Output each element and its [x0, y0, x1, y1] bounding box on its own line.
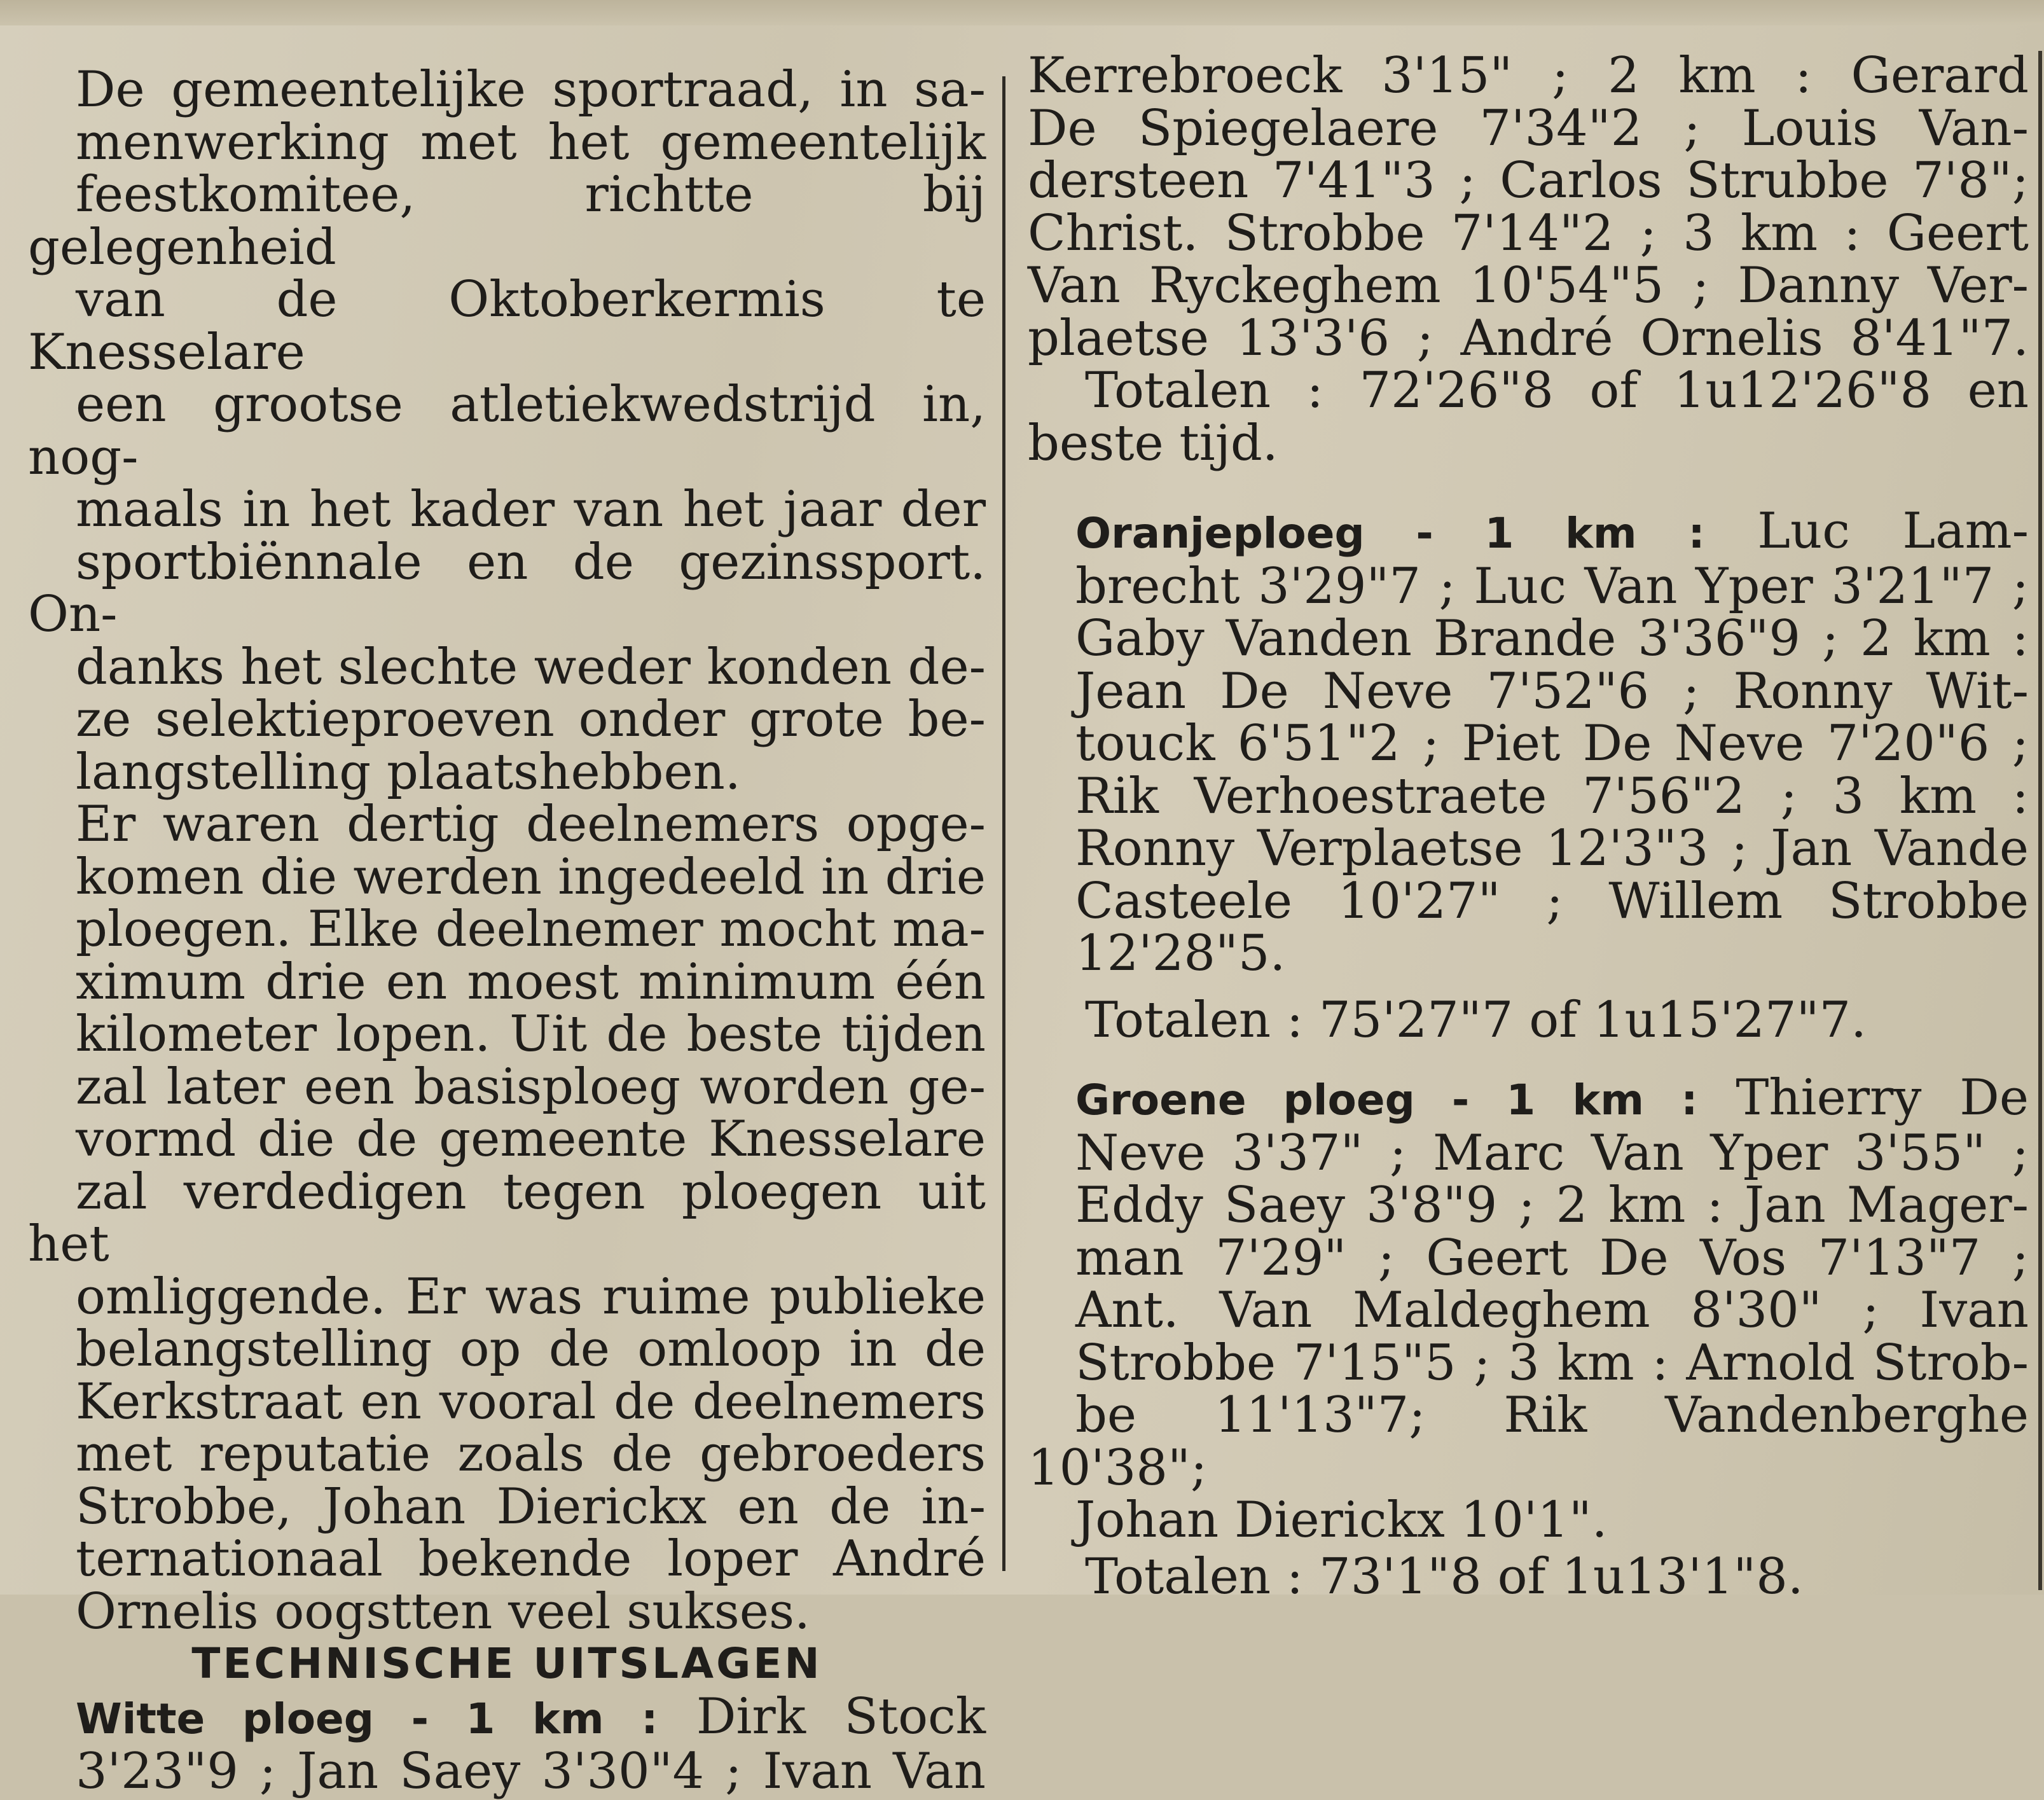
text-line: maals in het kader van het jaar der [76, 481, 986, 538]
text-line: Ronny Verplaetse 12'3"3 ; Jan Vande [1075, 820, 2029, 877]
text-line: danks het slechte weder konden de- [76, 638, 986, 696]
text-line: zal later een basisploeg worden ge- [76, 1058, 986, 1116]
text-line: feestkomitee, richtte bij gelegenheid [28, 166, 986, 276]
text-line: Ornelis oogstten veel sukses. [76, 1582, 810, 1640]
text-line: langstelling plaatshebben. [76, 743, 741, 801]
witte-ploeg-results [28, 1687, 986, 1800]
witte-totals [1028, 364, 2029, 417]
text-line: van de Oktoberkermis te Knesselare [28, 271, 986, 381]
results-heading: TECHNISCHE UITSLAGEN [191, 1639, 822, 1688]
text-line: Casteele 10'27" ; Willem Strobbe [1075, 872, 2029, 930]
text-fragment: Thierry De [1697, 1069, 2029, 1126]
text-line: Totalen : 75'27"7 of 1u15'27"7. [1085, 991, 1867, 1049]
text-line: Ant. Van Maldeghem 8'30" ; Ivan [1075, 1282, 2029, 1339]
text-fragment: Luc Lam- [1704, 502, 2029, 560]
text-line: Christ. Strobbe 7'14"2 ; 3 km : Geert [1028, 204, 2029, 262]
text-line: 12'28"5. [1075, 925, 1286, 982]
oranjeploeg-results [1028, 502, 2029, 982]
text-line [1028, 502, 2029, 560]
text-line: De Spiegelaere 7'34"2 ; Louis Van- [1028, 99, 2029, 157]
team-label-oranje: Oranjeploeg - 1 km : [1075, 509, 1705, 558]
text-line: ploegen. Elke deelnemer mocht ma- [76, 901, 986, 958]
text-line: Totalen : 72'26"8 of 1u12'26"8 en [1085, 362, 2029, 419]
text-line: Van Ryckeghem 10'54"5 ; Danny Ver- [1028, 257, 2029, 314]
right-column [1028, 47, 2029, 1605]
team-label-groene: Groene ploeg - 1 km : [1075, 1076, 1698, 1125]
text-line: Er waren dertig deelnemers opge- [76, 796, 986, 853]
text-line [28, 1687, 986, 1746]
spacer [1028, 469, 2029, 505]
clipping-top-edge [0, 0, 2044, 25]
text-line: Eddy Saey 3'8"9 ; 2 km : Jan Mager- [1075, 1177, 2029, 1234]
text-line [1028, 1069, 2029, 1127]
text-line: Strobbe, Johan Dierickx en de in- [76, 1478, 986, 1535]
groene-totals [1028, 1547, 2029, 1605]
text-line: belangstelling op de omloop in de [76, 1320, 986, 1378]
text-line: De gemeentelijke sportraad, in sa- [76, 61, 986, 118]
text-line: Gaby Vanden Brande 3'36"9 ; 2 km : [1075, 610, 2029, 667]
witte-ploeg-continued [1028, 47, 2029, 367]
column-divider [1002, 76, 1005, 1571]
text-line: dersteen 7'41"3 ; Carlos Strubbe 7'8"; [1028, 152, 2029, 209]
text-line: Johan Dierickx 10'1". [1075, 1492, 1608, 1549]
text-line: plaetse 13'3'6 ; André Ornelis 8'41"7. [1028, 309, 2029, 367]
text-line: sportbiënnale en de gezinssport. On- [28, 533, 986, 643]
text-line: touck 6'51"2 ; Piet De Neve 7'20"6 ; [1075, 715, 2029, 772]
right-edge-rule [2038, 51, 2042, 1590]
text-line: Kerkstraat en vooral de deelnemers [76, 1373, 986, 1430]
spacer [1028, 1046, 2029, 1072]
text-line: menwerking met het gemeentelijk [76, 113, 986, 171]
text-line: brecht 3'29"7 ; Luc Van Yper 3'21"7 ; [1075, 557, 2029, 615]
witte-totals-continued [1028, 414, 2029, 472]
text-line: man 7'29" ; Geert De Vos 7'13"7 ; [1075, 1229, 2029, 1287]
text-line: met reputatie zoals de gebroeders [76, 1425, 986, 1483]
oranje-totals [1028, 991, 2029, 1049]
text-line: omliggende. Er was ruime publieke [76, 1268, 986, 1326]
text-line: komen die werden ingedeeld in drie [76, 848, 986, 906]
text-line: een grootse atletiekwedstrijd in, nog- [28, 376, 986, 486]
text-line: kilometer lopen. Uit de beste tijden [76, 1006, 986, 1063]
text-fragment: Dirk Stock [658, 1687, 986, 1745]
text-line: be 11'13"7; Rik Vandenberghe 10'38"; [1028, 1387, 2029, 1497]
team-label-witte: Witte ploeg - 1 km : [76, 1694, 658, 1743]
participants-paragraph [28, 798, 986, 1638]
text-line: vormd die de gemeente Knesselare [76, 1111, 986, 1168]
text-line: Neve 3'37" ; Marc Van Yper 3'55" ; [1075, 1124, 2029, 1182]
text-line: 3'23"9 ; Jan Saey 3'30"4 ; Ivan Van [76, 1743, 986, 1800]
text-line: ternationaal bekende loper André [76, 1530, 986, 1588]
text-line: ximum drie en moest minimum één [76, 953, 986, 1011]
text-line: zal verdedigen tegen ploegen uit het [28, 1163, 986, 1273]
text-line: Rik Verhoestraete 7'56"2 ; 3 km : [1075, 767, 2029, 825]
groene-ploeg-results [1028, 1069, 2029, 1549]
left-column [28, 61, 986, 1800]
text-line: Totalen : 73'1"8 of 1u13'1"8. [1085, 1547, 1804, 1605]
text-line: Kerrebroeck 3'15" ; 2 km : Gerard [1028, 47, 2029, 104]
text-line: Jean De Neve 7'52"6 ; Ronny Wit- [1075, 662, 2029, 720]
text-line: Strobbe 7'15"5 ; 3 km : Arnold Strob- [1075, 1334, 2029, 1392]
intro-paragraph [28, 61, 986, 801]
text-line: beste tijd. [1028, 414, 1278, 472]
text-line: ze selektieproeven onder grote be- [76, 691, 986, 748]
